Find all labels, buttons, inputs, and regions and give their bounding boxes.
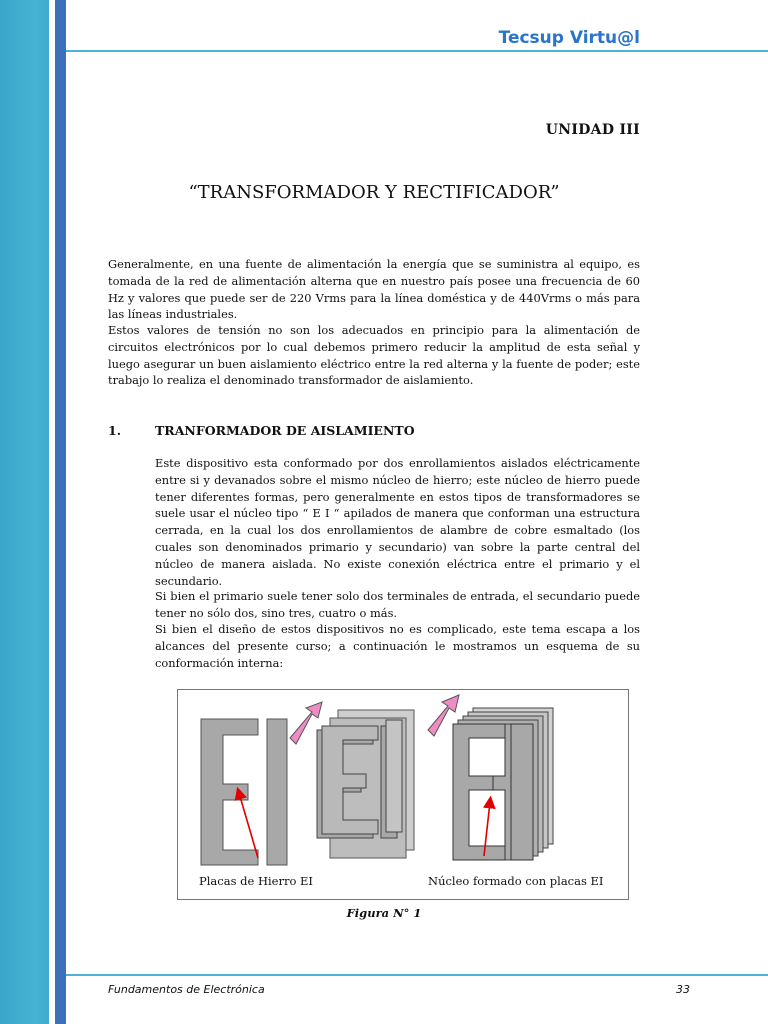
unit-heading: UNIDAD III (545, 122, 640, 138)
section-paragraph: Si bien el diseño de estos dispositivos no es complicado, este tema escapa a los alcances del presente curso; a continuación le mostramos un esquema de su conformación interna: (155, 622, 640, 670)
i-plate-shape (267, 719, 287, 865)
header-rule (66, 50, 768, 52)
figure-label-right: Núcleo formado con placas EI (428, 874, 604, 888)
red-arrow-icon (239, 793, 258, 858)
section-paragraph: Si bien el primario suele tener solo dos terminales de entrada, el secundario puede tener no sólo dos, sino tres, cuatro o más. (155, 589, 640, 620)
brand-logo: Tecsup Virtu@l (498, 28, 640, 48)
left-decorative-band (0, 0, 49, 1024)
ei-core-illustration (178, 690, 630, 901)
page-number: 33 (676, 983, 690, 996)
section-title: TRANFORMADOR DE AISLAMIENTO (155, 423, 415, 438)
stacked-ei-loose (317, 710, 414, 858)
figure-caption: Figura N° 1 (346, 906, 422, 920)
left-decorative-stripe (55, 0, 66, 1024)
section-number: 1. (108, 423, 122, 438)
figure-label-left: Placas de Hierro EI (199, 874, 313, 888)
figure-ei-core (177, 689, 629, 900)
section-paragraph: Este dispositivo esta conformado por dos enrollamientos aislados eléctricamente entre si y devanados sobre el mismo núcleo de hierro; este núcleo de hierro puede tener diferentes formas, pero generalmente en estos tipos de transformadores se suele usar el núcleo tipo “ E I “ apilados de manera que conforman una estructura cerrada, en la cual los dos enrollamientos de alambre de cobre esmaltado (los cuales son denominados primario y secundario) van sobre la parte central del núcleo de manera aislada. No existe conexión eléctrica entre el primario y el secundario. (155, 456, 640, 588)
footer-course-title: Fundamentos de Electrónica (108, 983, 265, 996)
assembled-ei-core (453, 708, 553, 860)
intro-paragraph: Generalmente, en una fuente de alimentación la energía que se suministra al equipo, es tomada de la red de alimentación alterna que en nuestro país posee una frecuencia de 60 Hz y valores que puede ser de 220 Vrms para la línea doméstica y de 440Vrms o más para las líneas industriales. (108, 257, 640, 322)
intro-paragraph: Estos valores de tensión no son los adecuados en principio para la alimentación de circuitos electrónicos por lo cual debemos primero reducir la amplitud de esta señal y luego asegurar un buen aislamiento eléctrico entre la red alterna y la fuente de poder; este trabajo lo realiza el denominado transformador de aislamiento. (108, 323, 640, 388)
e-plate-shape (201, 719, 258, 865)
document-title: “TRANSFORMADOR Y RECTIFICADOR” (188, 182, 560, 203)
footer-rule (66, 974, 768, 976)
